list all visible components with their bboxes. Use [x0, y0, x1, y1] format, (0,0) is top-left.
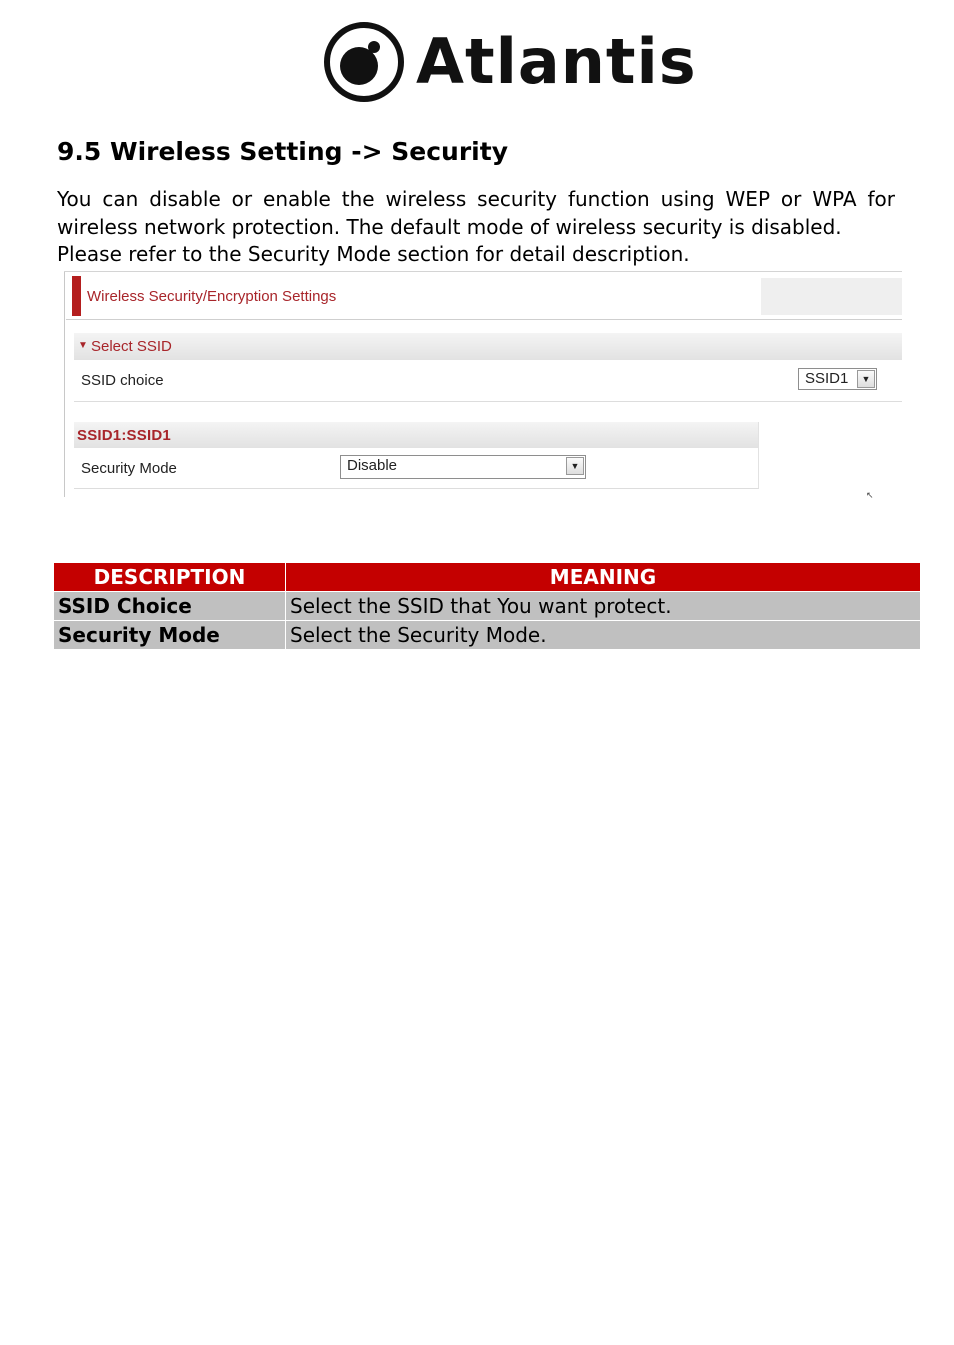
table-header-row — [54, 563, 921, 592]
atlantis-logo-icon — [322, 20, 406, 104]
chevron-down-icon[interactable]: ▼ — [566, 457, 584, 475]
table-cell-key: SSID Choice — [54, 592, 286, 621]
table-cell-meaning: Select the Security Mode. — [286, 621, 921, 650]
select-ssid-band[interactable] — [74, 333, 902, 360]
header-gray-block — [761, 278, 902, 315]
security-mode-value: Disable — [347, 457, 398, 474]
security-mode-select[interactable] — [340, 455, 586, 479]
ssid-choice-select[interactable] — [798, 368, 877, 390]
ssid-choice-label: SSID choice — [81, 372, 164, 389]
mouse-cursor-icon: ↖ — [866, 490, 874, 500]
security-mode-label: Security Mode — [81, 460, 177, 477]
table-row — [54, 592, 921, 621]
header-accent-bar — [72, 276, 81, 316]
chevron-down-icon[interactable]: ▼ — [857, 370, 875, 388]
settings-header — [66, 273, 902, 320]
description-table — [53, 562, 921, 650]
table-cell-key: Security Mode — [54, 621, 286, 650]
table-row — [54, 621, 921, 650]
section-heading: 9.5 Wireless Setting -> Security — [57, 137, 508, 166]
divider — [64, 271, 902, 272]
settings-title: Wireless Security/Encryption Settings — [87, 288, 337, 305]
ssid-section-band — [74, 422, 758, 448]
intro-text-2: Please refer to the Security Mode section for detail description. — [57, 242, 690, 266]
divider — [64, 271, 65, 497]
select-ssid-heading: Select SSID — [91, 338, 172, 355]
settings-screenshot — [64, 271, 902, 500]
collapse-triangle-icon[interactable]: ▼ — [78, 340, 88, 351]
ssid-section-heading: SSID1:SSID1 — [77, 427, 171, 444]
select-ssid-section — [74, 333, 902, 402]
intro-paragraph — [57, 186, 895, 269]
intro-text-1: You can disable or enable the wireless security function using WEP or WPA for wireless network protection. The default mode of wireless security is disabled. — [57, 187, 895, 239]
logo-text: Atlantis — [416, 25, 697, 98]
column-header: MEANING — [286, 563, 921, 592]
ssid-security-section — [74, 422, 759, 489]
column-header: DESCRIPTION — [54, 563, 286, 592]
table-cell-meaning: Select the SSID that You want protect. — [286, 592, 921, 621]
atlantis-logo — [322, 20, 697, 104]
ssid-choice-value: SSID1 — [805, 370, 849, 387]
